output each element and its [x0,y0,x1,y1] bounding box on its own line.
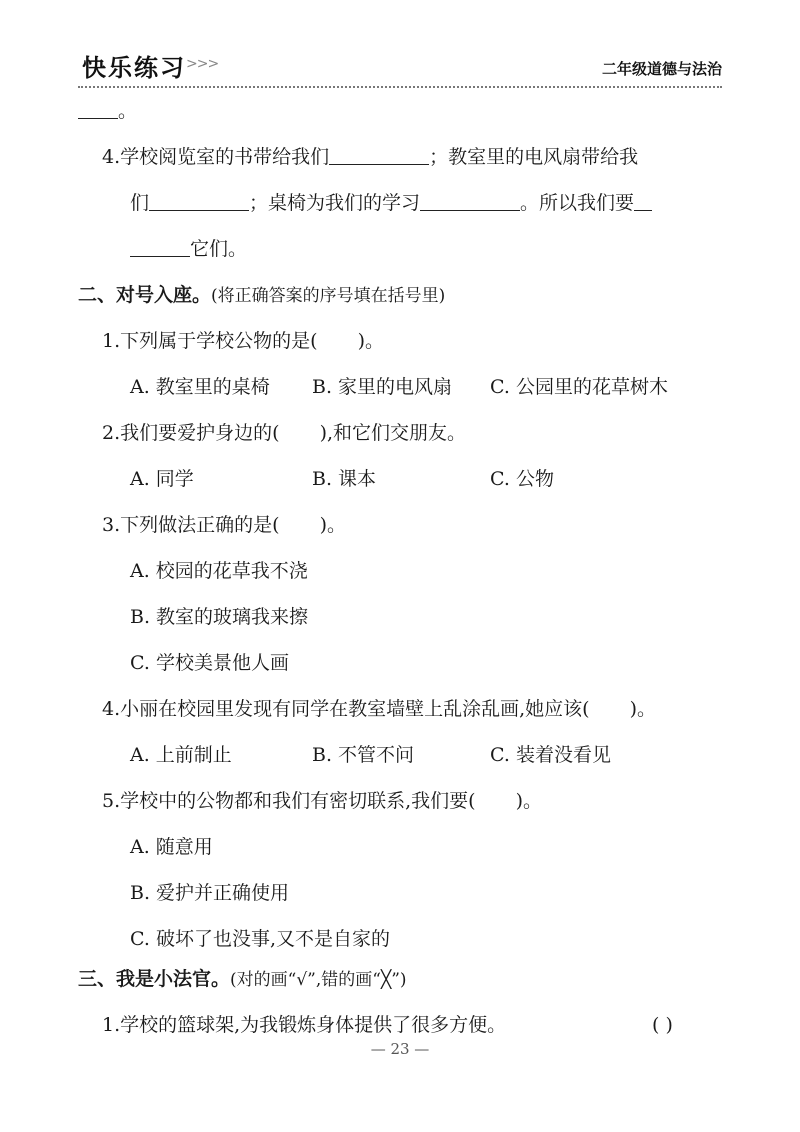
s2-q3-stem [102,510,346,540]
s2-q2-stem [102,418,466,448]
s2-q5-option-a[interactable]: A. 随意用 [130,836,213,858]
prev-end-punct: 。 [118,100,138,122]
option-b[interactable]: B. 不管不问 [312,744,415,766]
option-a[interactable]: A. 同学 [130,468,194,490]
s2-q1-stem [102,326,384,356]
question-number: 4. [102,146,121,168]
question-number: 3. [102,514,121,536]
q4-text-4: ；桌椅为我们的学习 [249,192,421,214]
answer-blank[interactable] [149,190,249,211]
answer-blank[interactable] [420,190,520,211]
question-number: 4. [102,698,121,720]
answer-blank[interactable] [78,98,118,119]
s2-q3-option-c[interactable]: C. 学校美景他人画 [130,652,289,674]
s2-q5-stem [102,786,542,816]
section-title: 二、对号入座。 [78,284,212,306]
s2-q4-stem [102,694,656,724]
question-text: 下列属于学校公物的是( [120,330,318,352]
section3-heading [78,964,407,995]
option-c[interactable]: C. 公园里的花草树木 [490,376,668,398]
q4-line1 [102,142,638,172]
answer-blank[interactable] [329,144,429,165]
option-b[interactable]: B. 课本 [312,468,377,490]
question-number: 5. [102,790,121,812]
question-text-end: )。 [515,790,543,812]
question-text: 学校中的公物都和我们有密切联系,我们要( [120,790,476,812]
s2-q1-options [130,372,668,402]
answer-blank[interactable] [130,236,190,257]
option-c[interactable]: C. 装着没看见 [490,744,611,766]
question-text: 下列做法正确的是( [120,514,280,536]
s2-q5-option-c[interactable]: C. 破坏了也没事,又不是自家的 [130,928,390,950]
section2-heading [78,280,445,311]
s2-q4-options [130,740,611,770]
question-text-end: )。 [629,698,657,720]
q4-text-5: 。所以我们要 [520,192,635,214]
s3-q1 [102,1010,722,1040]
q4-line2 [130,188,652,218]
s2-q3-option-b[interactable]: B. 教室的玻璃我来擦 [130,606,309,628]
q4-text-2: ；教室里的电风扇带给我 [429,146,639,168]
subject-label: 二年级道德与法治 [601,60,722,78]
page-header [78,42,722,88]
section-title: 三、我是小法官。 [78,968,231,990]
s2-q2-options [130,464,554,494]
header-divider [78,86,722,88]
chevrons-icon: >>> [186,56,219,72]
question-number: 2. [102,422,121,444]
option-c[interactable]: C. 公物 [490,468,554,490]
option-a[interactable]: A. 上前制止 [130,744,232,766]
prev-question-tail [78,96,137,126]
brand-title: 快乐练习 [82,54,186,82]
question-text: 我们要爱护身边的( [120,422,280,444]
question-text-end: )。 [357,330,384,352]
statement-text: 学校的篮球架,为我锻炼身体提供了很多方便。 [120,1014,507,1036]
q4-text-3: 们 [130,192,150,214]
option-b[interactable]: B. 家里的电风扇 [312,376,453,398]
answer-blank[interactable] [634,190,652,211]
section-instruction: (将正确答案的序号填在括号里) [211,286,446,306]
section-instruction: (对的画“√”,错的画“╳”) [230,970,407,990]
q4-text-6: 它们。 [190,238,248,260]
q4-line3 [130,234,247,264]
question-text: 小丽在校园里发现有同学在教室墙壁上乱涂乱画,她应该( [120,698,590,720]
option-a[interactable]: A. 教室里的桌椅 [130,376,270,398]
s2-q5-option-b[interactable]: B. 爱护并正确使用 [130,882,290,904]
question-text-end: ),和它们交朋友。 [319,422,467,444]
question-text-end: )。 [319,514,346,536]
judge-paren[interactable]: ( ) [652,1014,673,1036]
question-number: 1. [102,330,121,352]
s2-q3-option-a[interactable]: A. 校园的花草我不浇 [130,560,308,582]
q4-text-1: 学校阅览室的书带给我们 [120,146,330,168]
page-number: — 23 — [370,1040,430,1058]
question-number: 1. [102,1014,121,1036]
